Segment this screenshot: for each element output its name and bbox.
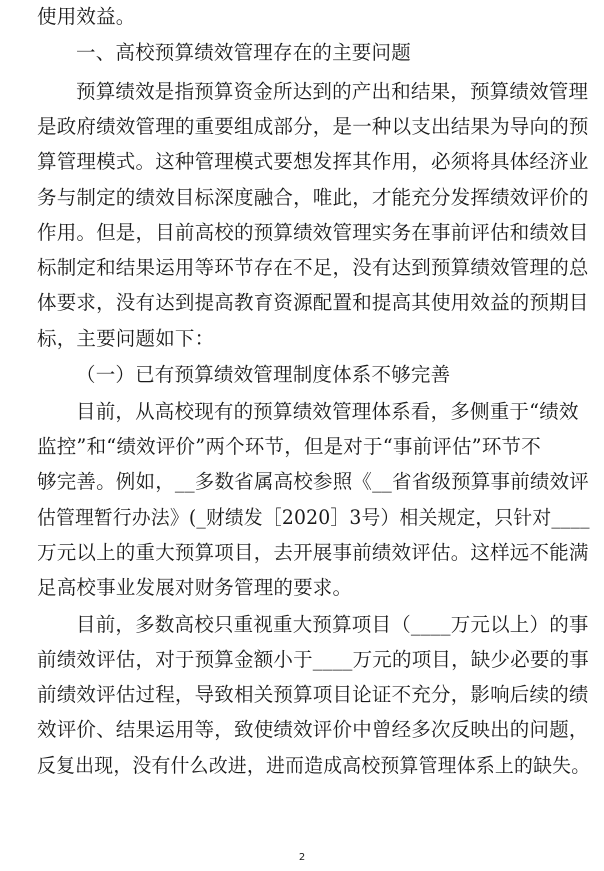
section-heading: 一、高校预算绩效管理存在的主要问题	[76, 41, 411, 64]
text-line: 标制定和结果运用等环节存在不足，没有达到预算绩效管理的总	[37, 256, 589, 279]
text-line: 目前，从高校现有的预算绩效管理体系看，多侧重于“绩效	[76, 400, 579, 423]
text-line: 作用。但是，目前高校的预算绩效管理实务在事前评估和绩效目	[37, 221, 589, 244]
text-line: 标，主要问题如下：	[37, 327, 215, 350]
text-line: 目前，多数高校只重视重大预算项目（____万元以上）的事	[76, 613, 589, 636]
subsection-heading: （一）已有预算绩效管理制度体系不够完善	[76, 363, 451, 386]
text-line: 够完善。例如，__多数省属高校参照《__省省级预算事前绩效评	[37, 470, 590, 493]
text-line: 前绩效评估，对于预算金额小于____万元的项目，缺少必要的事	[37, 648, 590, 671]
text-line: 估管理暂行办法》(_财绩发［2020］3号）相关规定，只针对____	[37, 506, 590, 529]
text-line: 是政府绩效管理的重要组成部分，是一种以支出结果为导向的预	[37, 115, 589, 138]
text-line: 前绩效评估过程，导致相关预算项目论证不充分，影响后续的绩	[37, 683, 589, 706]
text-line: 务与制定的绩效目标深度融合，唯此，才能充分发挥绩效评价的	[37, 186, 589, 209]
text-line: 监控”和“绩效评价”两个环节，但是对于“事前评估”环节不	[37, 435, 541, 458]
text-line: 预算绩效是指预算资金所达到的产出和结果，预算绩效管理	[76, 80, 589, 103]
text-line: 效评价、结果运用等，致使绩效评价中曾经多次反映出的问题，	[37, 718, 589, 741]
page-number: 2	[298, 852, 306, 863]
text-line: 使用效益。	[37, 5, 136, 28]
text-line: 体要求，没有达到提高教育资源配置和提高其使用效益的预期目	[37, 291, 589, 314]
text-line: 万元以上的重大预算项目，去开展事前绩效评估。这样远不能满	[37, 541, 589, 564]
text-line: 足高校事业发展对财务管理的要求。	[37, 576, 353, 599]
text-line: 算管理模式。这种管理模式要想发挥其作用，必须将具体经济业	[37, 150, 589, 173]
text-line: 反复出现，没有什么改进，进而造成高校预算管理体系上的缺失。	[37, 754, 591, 777]
